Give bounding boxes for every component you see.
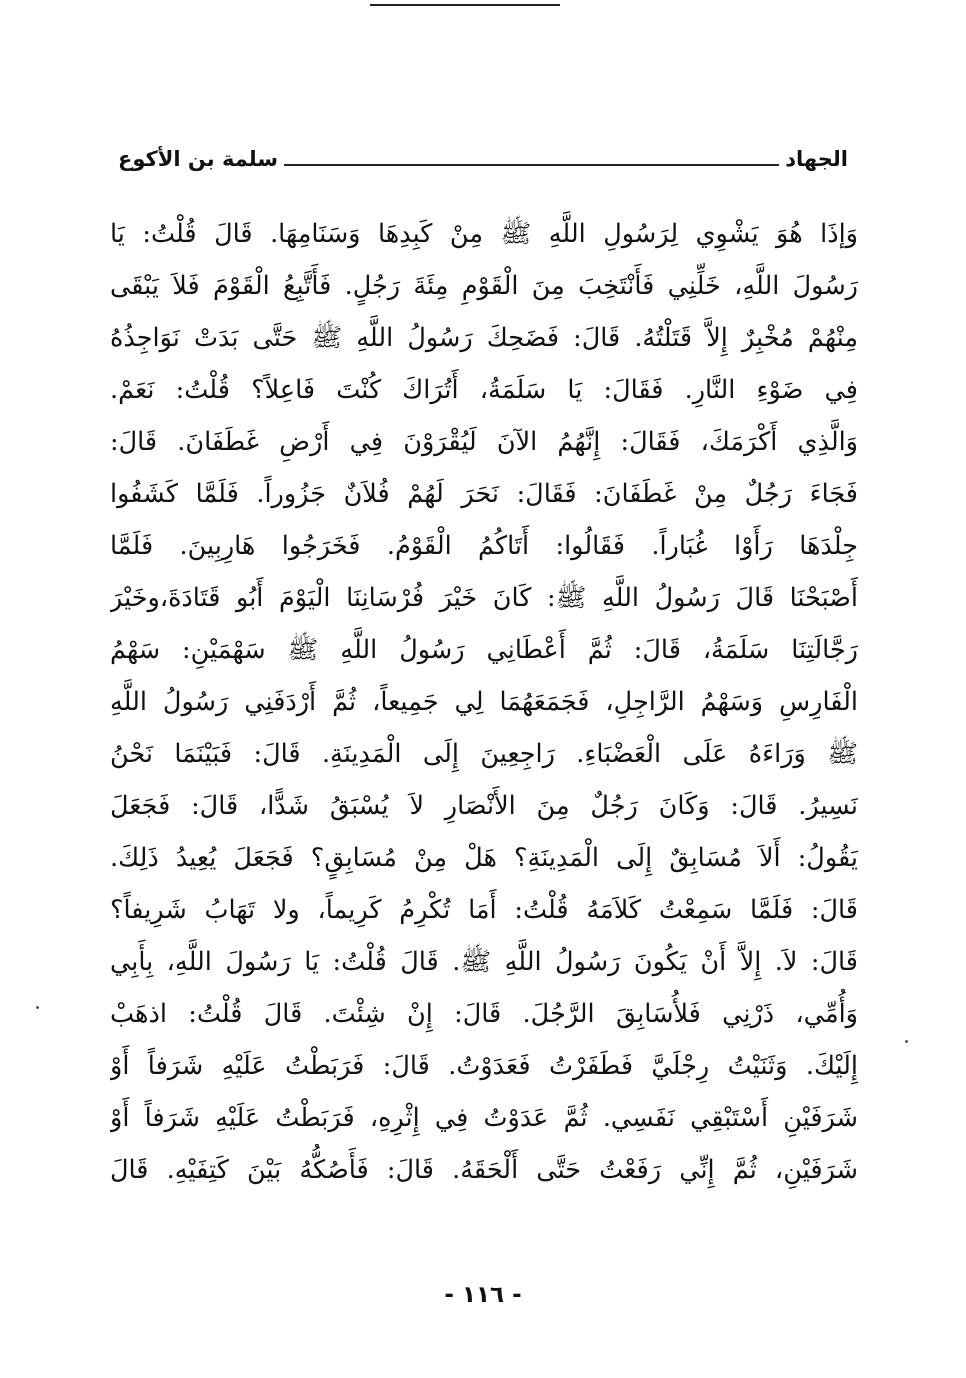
text-line: رَسُولَ اللَّهِ، خَلِّنِي فَأَنْتَخِبَ مِنَ الْقَوْمِ مِئَةَ رَجُلٍ. فَأَتَّبِعُ الْقَوْمَ فَلاَ يَبْقَى bbox=[110, 271, 858, 301]
header-chapter-title: سلمة بن الأكوع bbox=[118, 147, 279, 171]
text-line: فِي ضَوْءِ النَّارِ. فَقَالَ: يَا سَلَمَةُ، أَتُرَاكَ كُنْتَ فَاعِلاً؟ قُلْتُ: نَعَمْ. bbox=[110, 375, 858, 405]
text-line: جِلْدَهَا رَأَوْا غُبَاراً. فَقَالُوا: أَتَاكُمُ الْقَوْمُ. فَخَرَجُوا هَارِبِينَ. فَلَمَّا bbox=[110, 531, 858, 561]
text-line: رَجَّالَتِنَا سَلَمَةُ، قَالَ: ثُمَّ أَعْطَانِي رَسُولُ اللَّهِ ﷺ سَهْمَيْنِ: سَهْمُ bbox=[110, 635, 858, 665]
scan-speck bbox=[36, 1006, 39, 1009]
scan-speck bbox=[905, 1040, 908, 1043]
header-section-title: الجهاد bbox=[785, 147, 848, 171]
text-line: الْفَارِسِ وَسَهْمُ الرَّاجِلِ، فَجَمَعَهُمَا لِي جَمِيعاً، ثُمَّ أَرْدَفَنِي رَسُولُ اللَّهِ bbox=[110, 687, 858, 717]
text-line: إِلَيْكَ. وَثَنَيْتُ رِجْلَيَّ فَطَفَرْتُ فَعَدَوْتُ. قَالَ: فَرَبَطْتُ عَلَيْهِ شَرَفاً أَوْ bbox=[110, 1051, 858, 1081]
text-line: نَسِيرُ. قَالَ: وَكَانَ رَجُلٌ مِنَ الأَنْصَارِ لاَ يُسْبَقُ شَدًّا، قَالَ: فَجَعَلَ bbox=[110, 791, 858, 821]
page-number: - ١١٦ - bbox=[444, 1282, 522, 1308]
text-line: يَقُولُ: أَلاَ مُسَابِقٌ إِلَى الْمَدِينَةِ؟ هَلْ مِنْ مُسَابِقٍ؟ فَجَعَلَ يُعِيدُ ذَلِكَ. bbox=[110, 843, 858, 873]
text-line: شَرَفَيْنِ، ثُمَّ إِنِّي رَفَعْتُ حَتَّى أَلْحَقَهُ. قَالَ: فَأَصُكُّهُ بَيْنَ كَتِفَيْهِ. قَالَ bbox=[110, 1155, 858, 1185]
text-line: ﷺ وَرَاءَهُ عَلَى الْعَضْبَاءِ. رَاجِعِينَ إِلَى الْمَدِينَةِ. قَالَ: فَبَيْنَمَا نَحْنُ bbox=[110, 739, 858, 769]
text-line: مِنْهُمْ مُخْبِرٌ إِلاَّ قَتَلْتُهُ. قَالَ: فَضَحِكَ رَسُولُ اللَّهِ ﷺ حَتَّى بَدَتْ نَوَاجِذُهُ bbox=[110, 323, 858, 353]
header-rule bbox=[284, 164, 779, 166]
running-head bbox=[118, 130, 848, 170]
text-line: أَصْبَحْنَا قَالَ رَسُولُ اللَّهِ ﷺ: كَانَ خَيْرَ فُرْسَانِنَا الْيَوْمَ أَبُو قَتَادَةَ،وخَيْرَ bbox=[110, 583, 858, 613]
text-line: وَإذَا هُوَ يَشْوِي لِرَسُولِ اللَّهِ ﷺ مِنْ كَبِدِهَا وَسَنَامِهَا. قَالَ قُلْتُ: يَا bbox=[110, 219, 858, 249]
text-line: شَرَفَيْنِ أَسْتَبْقِي نَفَسِي. ثُمَّ عَدَوْتُ فِي إِثْرِهِ، فَرَبَطْتُ عَلَيْهِ شَرَفاً أَوْ bbox=[110, 1103, 858, 1133]
text-line: قَالَ: فَلَمَّا سَمِعْتُ كَلاَمَهُ قُلْتُ: أَمَا تُكْرِمُ كَرِيماً، ولا تَهَابُ شَرِيفاً؟ bbox=[110, 895, 858, 925]
text-line: وَالَّذِي أَكْرَمَكَ، فَقَالَ: إِنَّهُمُ الآنَ لَيُقْرَوْنَ فِي أَرْضِ غَطَفَانَ. قَالَ: bbox=[110, 427, 858, 457]
top-rule bbox=[370, 4, 560, 6]
body-text bbox=[110, 208, 858, 1248]
text-line: وَأُمِّي، ذَرْنِي فَلأُسَابِقَ الرَّجُلَ. قَالَ: إِنْ شِئْتَ. قَالَ قُلْتُ: اذهَبْ bbox=[110, 999, 858, 1029]
text-line: فَجَاءَ رَجُلٌ مِنْ غَطَفَانَ: فَقَالَ: نَحَرَ لَهُمْ فُلاَنٌ جَزُوراً. فَلَمَّا كَشَفُوا bbox=[110, 479, 858, 509]
text-line: قَالَ: لاَ. إِلاَّ أَنْ يَكُونَ رَسُولُ اللَّهِ ﷺ. قَالَ قُلْتُ: يَا رَسُولَ اللَّهِ، بِأَبِي bbox=[110, 947, 858, 977]
